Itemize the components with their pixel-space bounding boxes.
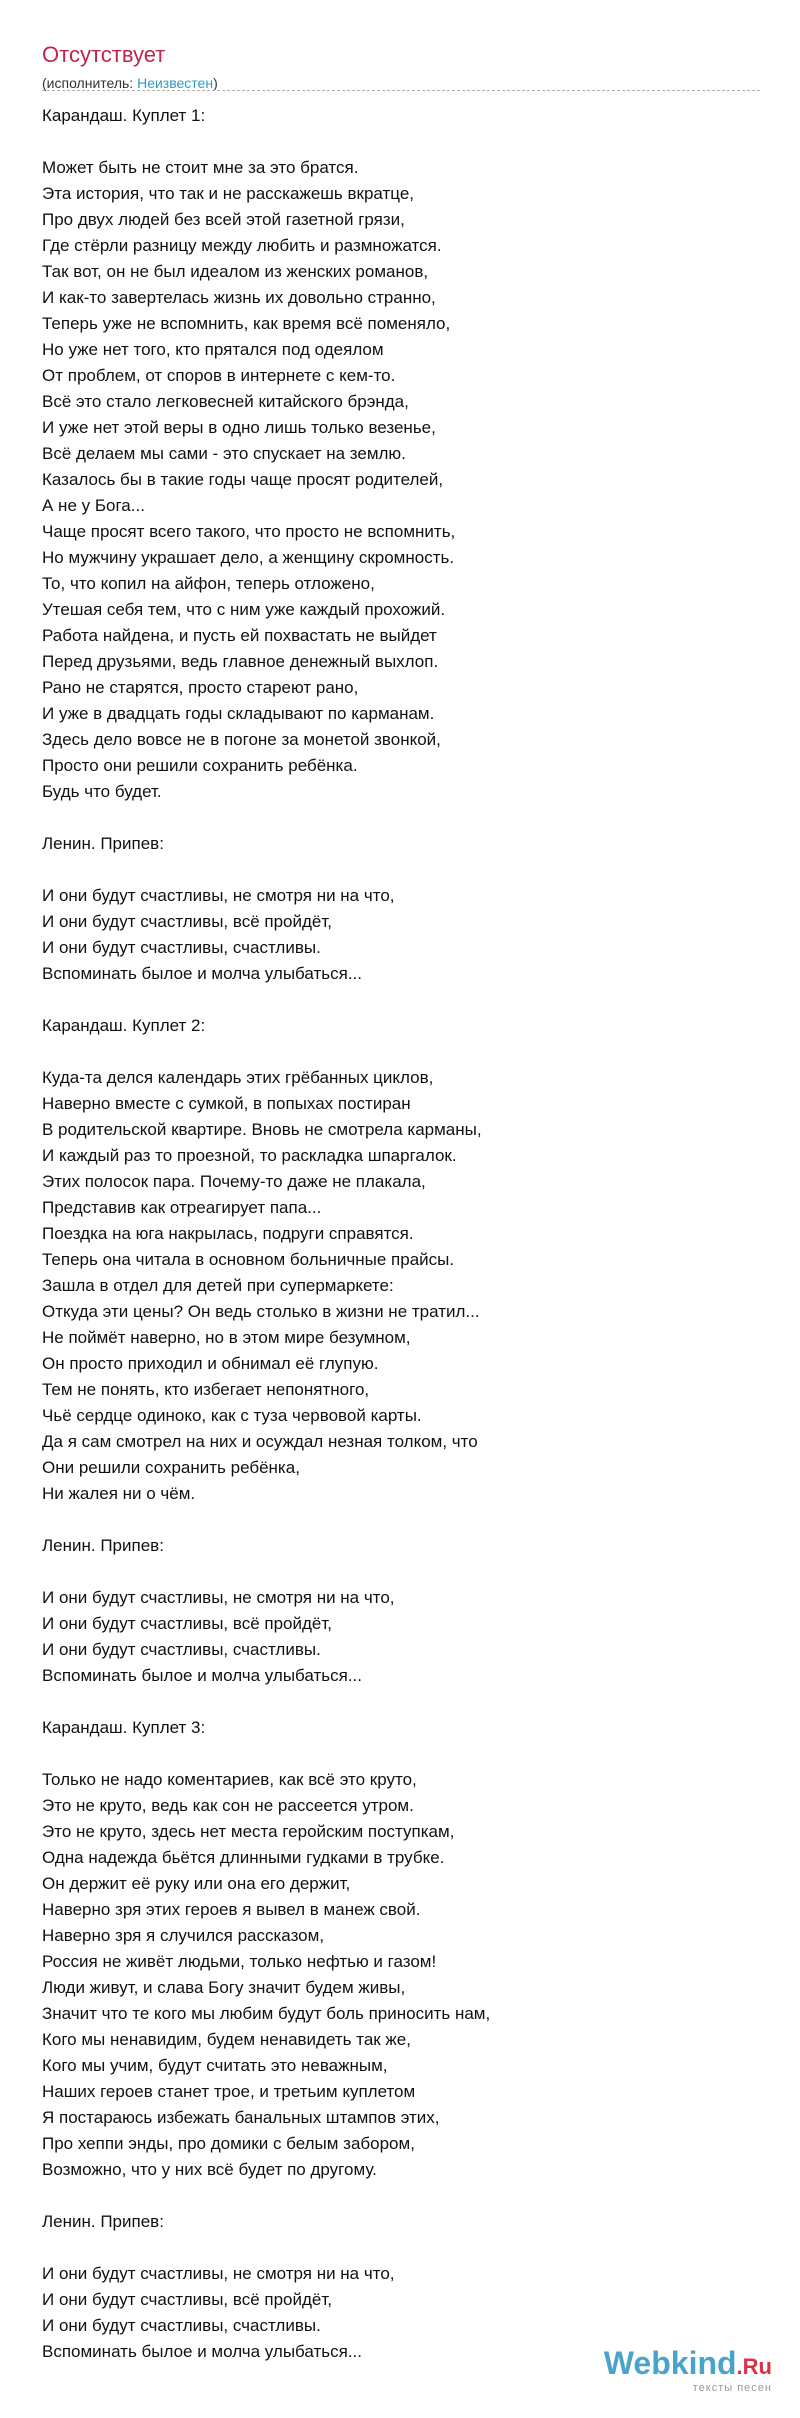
lyric-line: Поездка на юга накрылась, подруги справятся. <box>42 1224 414 1243</box>
lyric-line: Но уже нет того, кто прятался под одеялом <box>42 340 384 359</box>
lyric-line: Только не надо коментариев, как всё это круто, <box>42 1770 417 1789</box>
section-heading: Карандаш. Куплет 2: <box>42 1016 206 1035</box>
performer-link[interactable]: Неизвестен <box>137 75 214 91</box>
lyric-line: И они будут счастливы, счастливы. <box>42 2316 321 2335</box>
lyric-line: И они будут счастливы, счастливы. <box>42 1640 321 1659</box>
lyric-line: Вспоминать былое и молча улыбаться... <box>42 2342 362 2361</box>
lyric-line: Наверно зря я случился рассказом, <box>42 1926 325 1945</box>
heading-gap <box>42 129 762 155</box>
lyric-line: То, что копил на айфон, теперь отложено, <box>42 574 375 593</box>
performer-prefix: (исполнитель: <box>42 75 138 91</box>
lyric-line: Всё делаем мы сами - это спускает на землю. <box>42 444 406 463</box>
section-heading: Ленин. Припев: <box>42 834 164 853</box>
lyrics-body <box>42 103 762 2365</box>
heading-gap <box>42 857 762 883</box>
lyric-line: Тем не понять, кто избегает непонятного, <box>42 1380 370 1399</box>
lyric-line: Он держит её руку или она его держит, <box>42 1874 351 1893</box>
lyric-line: И они будут счастливы, счастливы. <box>42 938 321 957</box>
lyric-line: Они решили сохранить ребёнка, <box>42 1458 300 1477</box>
lyric-line: И уже нет этой веры в одно лишь только везенье, <box>42 418 436 437</box>
lyric-line: Да я сам смотрел на них и осуждал незная толком, что <box>42 1432 478 1451</box>
section-heading: Карандаш. Куплет 1: <box>42 106 206 125</box>
lyric-line: Зашла в отдел для детей при супермаркете: <box>42 1276 394 1295</box>
performer-suffix: ) <box>213 75 218 91</box>
song-header <box>42 42 218 92</box>
lyric-line: Чьё сердце одиноко, как с туза червовой карты. <box>42 1406 422 1425</box>
header-divider <box>42 90 760 91</box>
lyric-line: Вспоминать былое и молча улыбаться... <box>42 964 362 983</box>
lyric-line: Но мужчину украшает дело, а женщину скромность. <box>42 548 455 567</box>
lyric-line: Этих полосок пара. Почему-то даже не плакала, <box>42 1172 426 1191</box>
lyric-line: Про хеппи энды, про домики с белым забором, <box>42 2134 415 2153</box>
lyric-line: Утешая себя тем, что с ним уже каждый прохожий. <box>42 600 446 619</box>
logo-tagline: тексты песен <box>692 2382 772 2394</box>
lyric-line: Так вот, он не был идеалом из женских романов, <box>42 262 429 281</box>
lyric-line: Представив как отреагирует папа... <box>42 1198 322 1217</box>
section-heading: Ленин. Припев: <box>42 2212 164 2231</box>
lyric-line: И они будут счастливы, всё пройдёт, <box>42 1614 333 1633</box>
section-heading: Ленин. Припев: <box>42 1536 164 1555</box>
lyric-line: Рано не старятся, просто стареют рано, <box>42 678 359 697</box>
lyric-line: Кого мы учим, будут считать это неважным, <box>42 2056 388 2075</box>
lyric-line: Россия не живёт людьми, только нефтью и газом! <box>42 1952 437 1971</box>
lyric-line: Вспоминать былое и молча улыбаться... <box>42 1666 362 1685</box>
lyric-line: В родительской квартире. Вновь не смотрела карманы, <box>42 1120 482 1139</box>
lyric-line: А не у Бога... <box>42 496 145 515</box>
lyric-line: И они будут счастливы, всё пройдёт, <box>42 2290 333 2309</box>
lyric-line: И они будут счастливы, не смотря ни на что, <box>42 2264 395 2283</box>
lyric-line: Будь что будет. <box>42 782 162 801</box>
lyric-line: Работа найдена, и пусть ей похвастать не выйдет <box>42 626 437 645</box>
lyric-line: И уже в двадцать годы складывают по карманам. <box>42 704 435 723</box>
lyric-line: Теперь она читала в основном больничные прайсы. <box>42 1250 455 1269</box>
lyric-line: Здесь дело вовсе не в погоне за монетой звонкой, <box>42 730 441 749</box>
heading-gap <box>42 2235 762 2261</box>
lyric-line: Где стёрли разницу между любить и размножатся. <box>42 236 442 255</box>
site-logo[interactable] <box>604 2346 772 2394</box>
lyric-line: Просто они решили сохранить ребёнка. <box>42 756 358 775</box>
section-heading: Карандаш. Куплет 3: <box>42 1718 206 1737</box>
logo-brand: Webkind <box>603 2345 737 2381</box>
lyric-line: Наших героев станет трое, и третьим куплетом <box>42 2082 416 2101</box>
section-gap <box>42 805 762 831</box>
lyric-line: Эта история, что так и не расскажешь вкратце, <box>42 184 414 203</box>
heading-gap <box>42 1039 762 1065</box>
lyric-line: Возможно, что у них всё будет по другому. <box>42 2160 377 2179</box>
lyric-line: Перед друзьями, ведь главное денежный выхлоп. <box>42 652 439 671</box>
lyric-line: Про двух людей без всей этой газетной грязи, <box>42 210 405 229</box>
heading-gap <box>42 1559 762 1585</box>
section-gap <box>42 987 762 1013</box>
lyric-line: Это не круто, здесь нет места геройским поступкам, <box>42 1822 455 1841</box>
song-title: Отсутствует <box>42 42 166 67</box>
lyric-line: Я постараюсь избежать банальных штампов этих, <box>42 2108 440 2127</box>
lyric-line: Кого мы ненавидим, будем ненавидеть так же, <box>42 2030 411 2049</box>
lyric-line: Наверно вместе с сумкой, в попыхах постиран <box>42 1094 411 1113</box>
logo-tld: .Ru <box>736 2354 772 2379</box>
lyric-line: Люди живут, и слава Богу значит будем живы, <box>42 1978 406 1997</box>
lyric-line: Казалось бы в такие годы чаще просят родителей, <box>42 470 444 489</box>
lyric-line: Одна надежда бьётся длинными гудками в трубке. <box>42 1848 445 1867</box>
lyric-line: И они будут счастливы, всё пройдёт, <box>42 912 333 931</box>
lyric-line: Чаще просят всего такого, что просто не вспомнить, <box>42 522 456 541</box>
lyric-line: Всё это стало легковесней китайского брэнда, <box>42 392 409 411</box>
lyric-line: От проблем, от споров в интернете с кем-то. <box>42 366 396 385</box>
lyric-line: Откуда эти цены? Он ведь столько в жизни не тратил... <box>42 1302 480 1321</box>
lyric-line: Не поймёт наверно, но в этом мире безумном, <box>42 1328 411 1347</box>
lyric-line: Куда-та делся календарь этих грёбанных циклов, <box>42 1068 434 1087</box>
lyric-line: Наверно зря этих героев я вывел в манеж свой. <box>42 1900 421 1919</box>
lyric-line: Это не круто, ведь как сон не рассеется утром. <box>42 1796 414 1815</box>
section-gap <box>42 2183 762 2209</box>
lyric-line: Значит что те кого мы любим будут боль приносить нам, <box>42 2004 491 2023</box>
section-gap <box>42 1507 762 1533</box>
lyric-line: И как-то завертелась жизнь их довольно странно, <box>42 288 436 307</box>
lyric-line: И они будут счастливы, не смотря ни на что, <box>42 1588 395 1607</box>
lyric-line: Ни жалея ни о чём. <box>42 1484 196 1503</box>
lyric-line: И каждый раз то проезной, то раскладка шпаргалок. <box>42 1146 457 1165</box>
heading-gap <box>42 1741 762 1767</box>
section-gap <box>42 1689 762 1715</box>
lyric-line: И они будут счастливы, не смотря ни на что, <box>42 886 395 905</box>
lyric-line: Он просто приходил и обнимал её глупую. <box>42 1354 379 1373</box>
lyric-line: Теперь уже не вспомнить, как время всё поменяло, <box>42 314 451 333</box>
lyric-line: Может быть не стоит мне за это братся. <box>42 158 359 177</box>
